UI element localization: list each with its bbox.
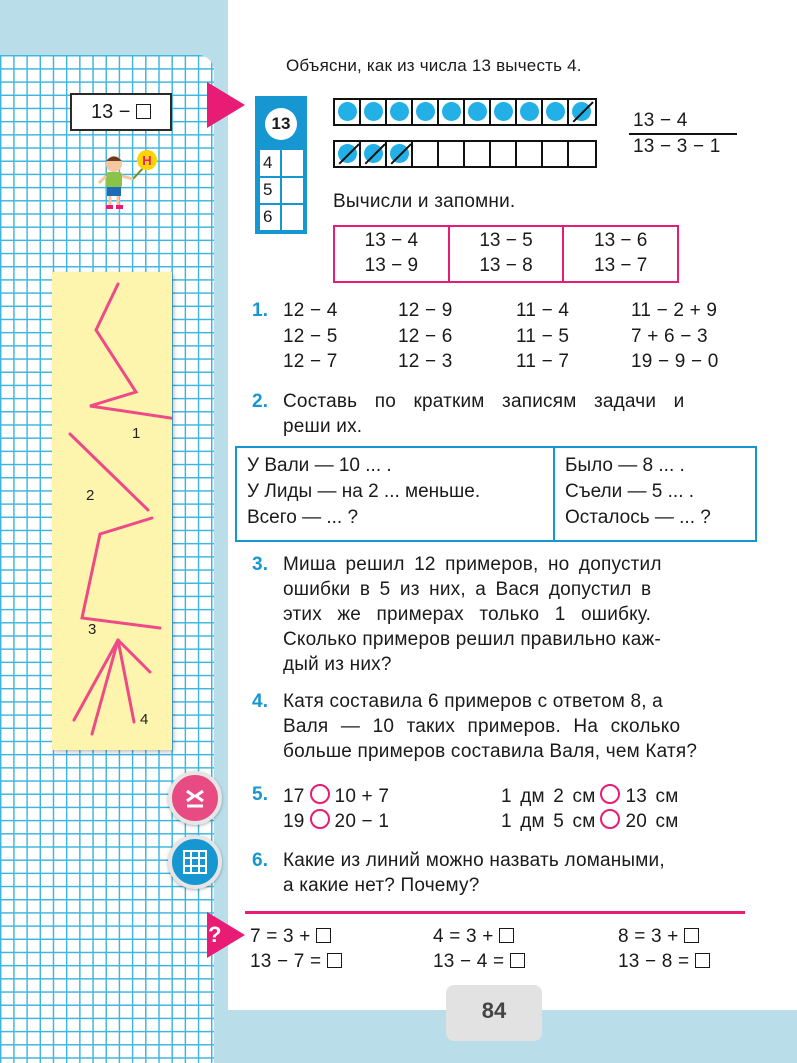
short-note-right: Было — 8 ... . Съели — 5 ... . Осталось — ... ? bbox=[565, 455, 711, 528]
broken-lines-figure bbox=[52, 272, 172, 750]
exercise-3-number: 3. bbox=[252, 554, 269, 575]
exercise-2-text: реши их. bbox=[283, 416, 363, 437]
counting-strip-bottom bbox=[333, 140, 597, 168]
empty-square-icon bbox=[684, 928, 699, 943]
memo-title: Вычисли и запомни. bbox=[333, 191, 516, 212]
figure-label-1: 1 bbox=[132, 425, 141, 442]
section-arrow-icon bbox=[207, 82, 245, 128]
compare-circle[interactable] bbox=[310, 809, 330, 829]
margin-task-box bbox=[70, 93, 172, 131]
exercise-1-number: 1. bbox=[252, 300, 269, 321]
number-column bbox=[255, 96, 307, 234]
compare-circle[interactable] bbox=[310, 784, 330, 804]
short-notes-table bbox=[235, 446, 757, 542]
top-heading: Объясни, как из числа 13 вычесть 4. bbox=[286, 56, 582, 75]
broken-lines-panel bbox=[52, 272, 172, 750]
empty-square-icon bbox=[136, 104, 151, 119]
number-column-row: 6 bbox=[263, 207, 273, 226]
exercise-6-text: а какие нет? Почему? bbox=[283, 875, 480, 896]
memo-column: 13 − 6 13 − 7 bbox=[594, 230, 648, 276]
exercise-4-number: 4. bbox=[252, 691, 269, 712]
figure-label-2: 2 bbox=[86, 487, 95, 504]
empty-square-icon bbox=[695, 953, 710, 968]
memo-column: 13 − 5 13 − 8 bbox=[450, 227, 565, 281]
mascot-letter: Н bbox=[142, 153, 152, 168]
compare-circle[interactable] bbox=[600, 784, 620, 804]
grid-icon[interactable] bbox=[168, 835, 222, 889]
exercise-2-text: Составь по кратким записям задачи и bbox=[283, 391, 685, 412]
exercise-6-number: 6. bbox=[252, 850, 269, 871]
exercise-6-text: Какие из линий можно назвать ломаными, bbox=[283, 850, 665, 871]
fraction-bar bbox=[629, 133, 737, 135]
exercise-2-number: 2. bbox=[252, 391, 269, 412]
mascot-boy-icon bbox=[95, 146, 165, 216]
fraction-top: 13 − 4 bbox=[633, 110, 688, 131]
margin-task-text: 13 − bbox=[90, 101, 131, 123]
empty-square-icon bbox=[327, 953, 342, 968]
empty-square-icon bbox=[316, 928, 331, 943]
figure-label-4: 4 bbox=[140, 711, 149, 728]
empty-square-icon bbox=[510, 953, 525, 968]
number-column-row: 5 bbox=[263, 180, 273, 199]
number-column-row: 4 bbox=[263, 153, 273, 172]
compare-sign-icon[interactable] bbox=[168, 771, 222, 825]
figure-label-3: 3 bbox=[88, 621, 97, 638]
fraction-bottom: 13 − 3 − 1 bbox=[633, 136, 721, 157]
short-note-left: У Вали — 10 ... . У Лиды — на 2 ... меньше. Всего — ... ? bbox=[237, 448, 555, 540]
separator-line bbox=[245, 911, 745, 914]
memo-table bbox=[333, 225, 679, 283]
question-mark: ? bbox=[208, 922, 222, 947]
compare-circle[interactable] bbox=[600, 809, 620, 829]
memo-column: 13 − 4 13 − 9 bbox=[335, 227, 450, 281]
empty-square-icon bbox=[499, 928, 514, 943]
textbook-page: 13 − Н 1 2 3 4 ? Объясни, как из числа 13 вычесть 4. 13 4 5 6 13 − 4 13 − 3 − 1 Вычисли и запомни. 13 − 4 13 − 9 13 − 5 13 − 8 13 − 6 13 − 7 1. 12 − 4 12 − 9 11 − 4 11 − 2 + 9 12 − 5 12 − 6 11 − 5 7 + 6 − 3 12 − 7 12 − 3 11 − 7 19 − 9 − 0 2. Составь по кратким записям задачи и реши их. У Вали — 10 ... . У Лиды — на 2 ... меньше. Всего — ... ? Было — 8 ... . Съели — 5 ... . Осталось — ... ? 3. Миша решил 12 примеров, но допустил ошибки в 5 из них, а Вася допустил в этих же примерах только 1 ошибку. Сколько примеров решил правильно каж- дый из них? 4. Катя составила 6 примеров с ответом 8, а Валя — 10 таких примеров. На сколько больше примеров составила Валя, чем Катя? 5. 17 10 + 7 1 дм 2 см 13 см 19 20 − 1 1 дм 5 см 20 см 6. Какие из линий можно назвать ломаными, а какие нет? Почему? 7 = 3 + 4 = 3 + 8 = 3 + 13 − 7 = 13 − 4 = 13 − 8 = 84 bbox=[0, 0, 797, 1063]
page-number: 84 bbox=[446, 985, 542, 1041]
exercise-5-number: 5. bbox=[252, 784, 269, 805]
number-column-head: 13 bbox=[265, 108, 297, 140]
counting-strip-top bbox=[333, 98, 597, 126]
